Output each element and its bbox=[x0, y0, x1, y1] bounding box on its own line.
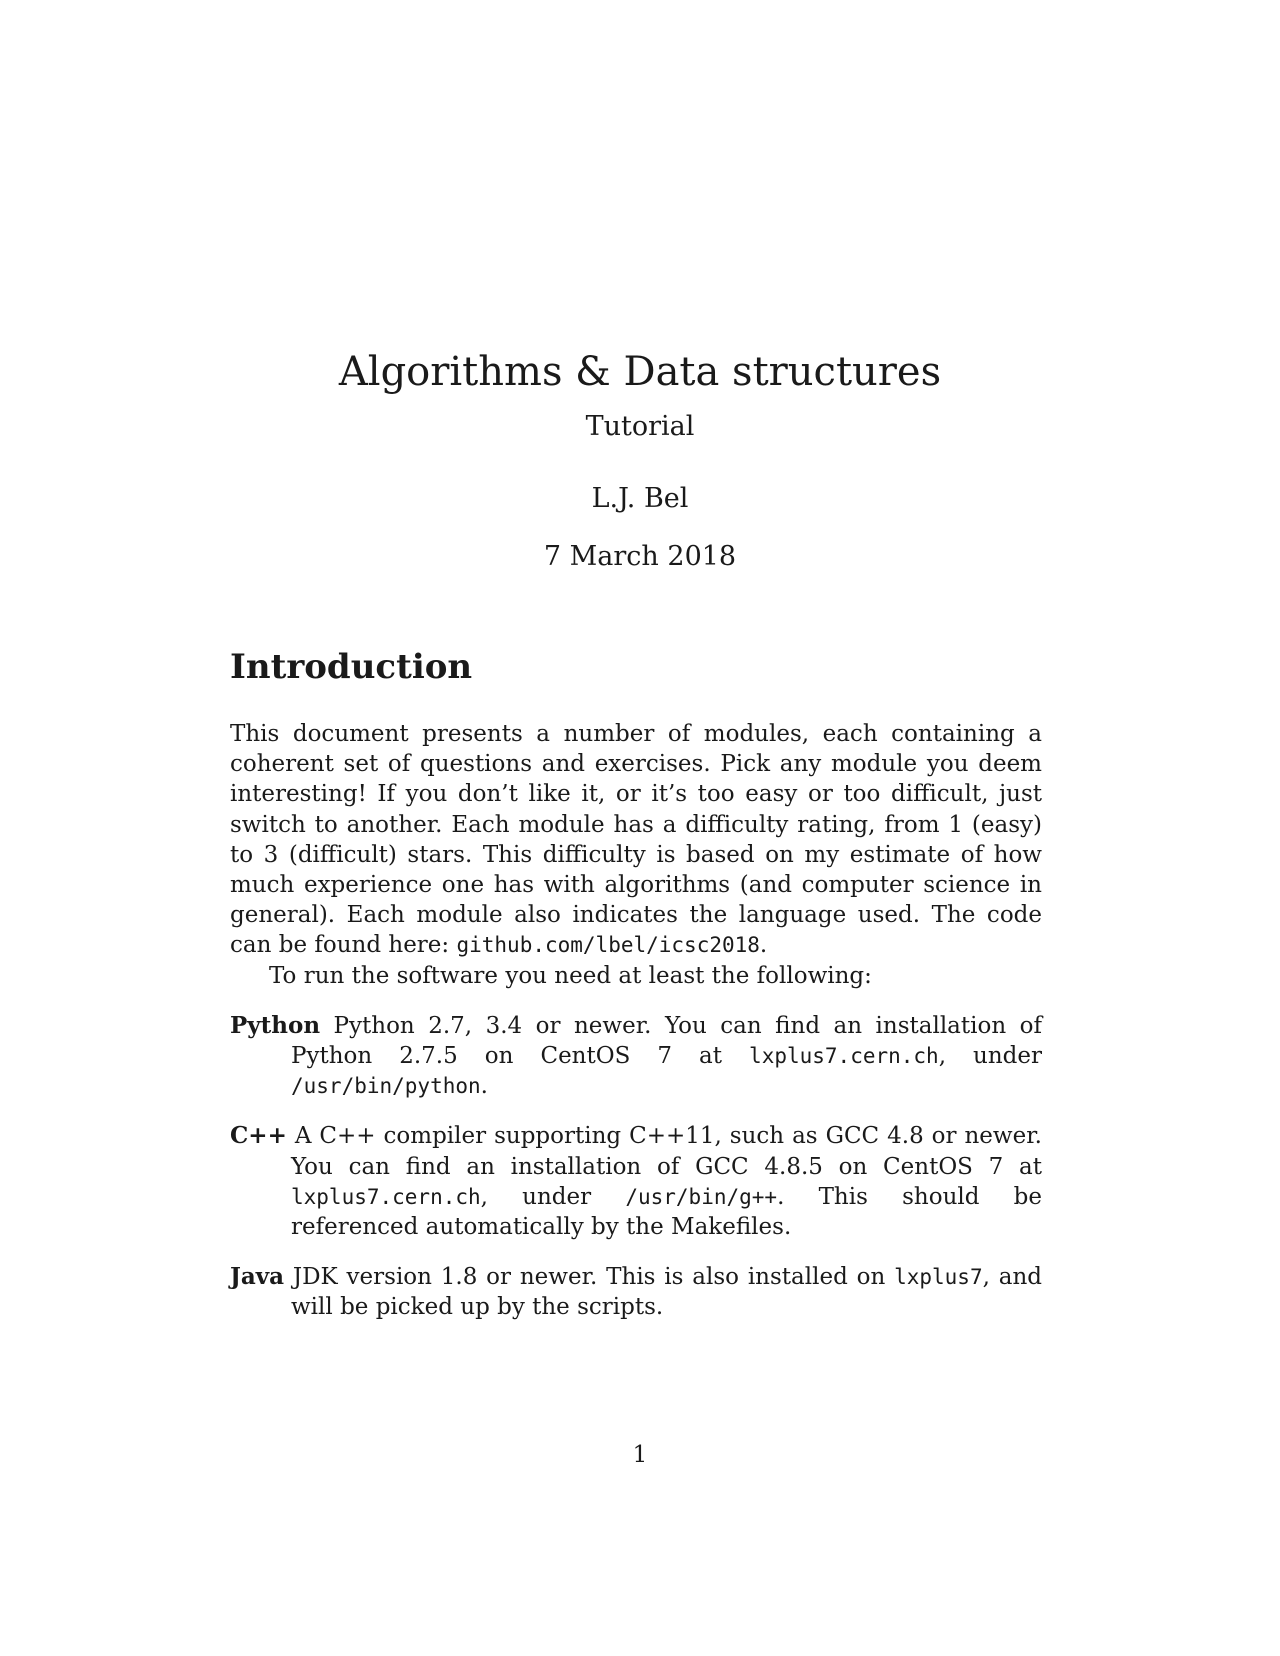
requirement-text: Python 2.7, 3.4 or newer. You can find an installation of Python 2.7.5 on CentOS 7 at bbox=[291, 1012, 1042, 1070]
requirements-list bbox=[230, 1011, 1042, 1323]
requirement-text: , under bbox=[480, 1183, 626, 1210]
requirement-text: JDK version 1.8 or newer. This is also installed on bbox=[284, 1264, 895, 1291]
requirement-code: lxplus7.cern.ch bbox=[291, 1184, 481, 1209]
requirement-text: A C++ compiler supporting C++11, such as GCC 4.8 or newer. You can find an installation of GCC 4.8.5 on CentOS 7 at bbox=[286, 1123, 1042, 1180]
requirement-item-java bbox=[230, 1262, 1042, 1322]
requirement-code: /usr/bin/python bbox=[291, 1074, 481, 1099]
document-subtitle: Tutorial bbox=[585, 411, 695, 442]
requirement-term: Python bbox=[230, 1011, 321, 1039]
section-heading-introduction: Introduction bbox=[230, 647, 473, 687]
requirement-text: . This should be referenced automatically by the Makefiles. bbox=[291, 1183, 1043, 1241]
requirement-code: /usr/bin/g++ bbox=[625, 1184, 778, 1209]
document-date: 7 March 2018 bbox=[543, 541, 737, 572]
requirement-code: lxplus7.cern.ch bbox=[749, 1044, 939, 1069]
requirement-code: lxplus7 bbox=[894, 1265, 983, 1290]
document-title: Algorithms & Data structures bbox=[338, 349, 942, 395]
requirement-term: C++ bbox=[230, 1122, 287, 1150]
requirements-intro-paragraph: To run the software you need at least the following: bbox=[269, 962, 872, 989]
requirement-term: Java bbox=[230, 1263, 285, 1291]
document-author: L.J. Bel bbox=[591, 483, 689, 514]
requirement-text: , and will be picked up by the scripts. bbox=[291, 1264, 1042, 1321]
main-content bbox=[230, 645, 1042, 1343]
requirement-item-python bbox=[230, 1011, 1042, 1102]
requirement-text: , under bbox=[938, 1043, 1043, 1070]
page-number: 1 bbox=[632, 1442, 648, 1468]
intro-paragraph bbox=[230, 719, 1042, 961]
intro-paragraph-text: This document presents a number of modules, each containing a coherent set of questions and exercises. Pick any module you deem interesting! If you don’t like it, or it’s too easy or too difficult, just switch to another. Each module has a difficulty rating, from 1 (easy) to 3 (difficult) stars. This difficulty is based on my estimate of how much experience one has with algorithms (and computer science in general). Each module also indicates the language used. The code can be found here: bbox=[230, 721, 1042, 959]
intro-paragraph-end: . bbox=[759, 932, 768, 959]
requirement-item-cpp bbox=[230, 1121, 1042, 1242]
requirement-text: . bbox=[480, 1073, 488, 1100]
code-repository-link[interactable]: github.com/lbel/icsc2018 bbox=[456, 933, 760, 958]
